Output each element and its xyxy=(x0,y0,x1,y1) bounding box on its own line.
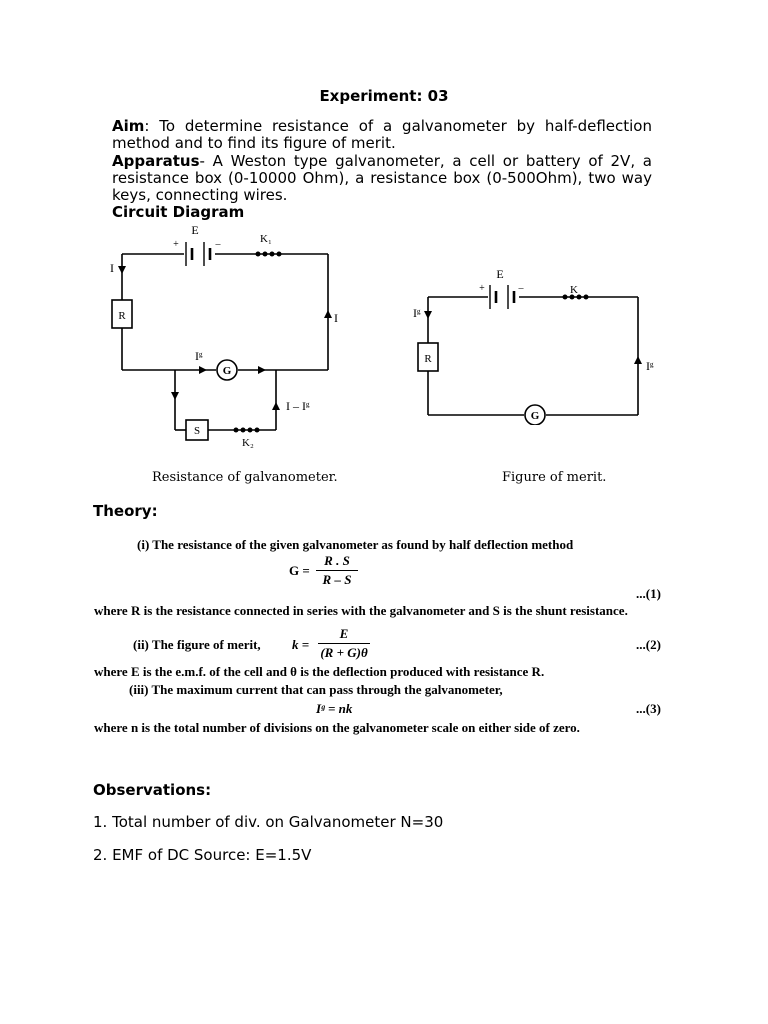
i-minus-ig-label: I – Iᵍ xyxy=(286,399,310,413)
equation-3-number: ...(3) xyxy=(636,701,661,716)
resistor-r-label: R xyxy=(118,310,126,322)
cell-label: E xyxy=(191,223,199,237)
observation-item: 2. EMF of DC Source: E=1.5V xyxy=(93,846,312,864)
figure-of-merit-diagram xyxy=(405,265,670,425)
galvanometer-label: G xyxy=(530,410,540,422)
aim-paragraph xyxy=(112,118,652,152)
key-k-label: K xyxy=(570,284,578,296)
equation-1-denominator: R – S xyxy=(322,572,352,587)
theory-item-1-note: where R is the resistance connected in series with the galvanometer and S is the shunt resistance. xyxy=(94,603,628,618)
theory-item-1: (i) The resistance of the given galvanometer as found by half deflection method xyxy=(137,537,574,552)
battery-icon xyxy=(490,285,514,309)
observations-heading: Observations: xyxy=(93,781,212,799)
key-k2-label: K₂ xyxy=(242,437,254,449)
diagram2-caption: Figure of merit. xyxy=(502,470,607,485)
current-arrow-icon xyxy=(118,266,126,274)
equation-2-denominator: (R + G)θ xyxy=(320,645,368,660)
equation-1-number: ...(1) xyxy=(636,586,661,601)
plus-label: + xyxy=(173,239,179,250)
key-k1-label: K₁ xyxy=(260,233,272,245)
return-current-label: I xyxy=(334,311,338,325)
resistance-circuit-diagram xyxy=(100,220,350,450)
shunt-up-arrow-icon xyxy=(272,402,280,410)
equation-1-numerator: R . S xyxy=(324,553,350,568)
battery-icon xyxy=(186,242,210,266)
theory-item-2: (ii) The figure of merit, xyxy=(133,637,261,652)
ig-down-arrow-icon xyxy=(424,311,432,319)
ig-up-arrow-icon xyxy=(634,356,642,364)
shunt-s-label: S xyxy=(193,425,201,437)
equation-1-lhs: G = xyxy=(289,563,310,578)
minus-label: – xyxy=(518,283,524,294)
minus-label: – xyxy=(215,239,221,250)
apparatus-paragraph xyxy=(112,153,652,204)
galvanometer-out-arrow-icon xyxy=(258,366,266,374)
page-title: Experiment: 03 xyxy=(319,87,449,105)
theory-item-2-note: where E is the e.m.f. of the cell and θ is the deflection produced with resistance R. xyxy=(94,664,545,679)
ig-left-label: Iᵍ xyxy=(413,306,421,320)
equation-3: Iᵍ = nk xyxy=(316,701,353,716)
theory-item-3-note: where n is the total number of divisions on the galvanometer scale on either side of zero. xyxy=(94,720,580,735)
resistor-r-label: R xyxy=(424,353,432,365)
aim-text: : To determine resistance of a galvanometer by half-deflection method and to find its figure of merit. xyxy=(112,117,652,152)
diagram1-caption: Resistance of galvanometer. xyxy=(152,470,338,485)
equation-2-lhs: k = xyxy=(292,637,310,652)
equation-1-fraction-bar xyxy=(316,570,358,571)
cell-label: E xyxy=(496,267,504,281)
ig-arrow-icon xyxy=(199,366,207,374)
plus-label: + xyxy=(479,283,485,294)
galvanometer-label: G xyxy=(222,365,232,377)
equation-2-numerator: E xyxy=(339,626,349,641)
apparatus-text: - A Weston type galvanometer, a cell or battery of 2V, a resistance box (0-10000 Ohm), a resistance box (0-500Ohm), two way keys, connecting wires. xyxy=(112,152,652,204)
theory-item-3: (iii) The maximum current that can pass through the galvanometer, xyxy=(129,682,503,697)
circuit-diagram-heading: Circuit Diagram xyxy=(112,203,245,221)
equation-2-fraction-bar xyxy=(318,643,370,644)
aim-label: Aim xyxy=(112,117,145,135)
observation-item: 1. Total number of div. on Galvanometer N=30 xyxy=(93,813,444,831)
theory-heading: Theory: xyxy=(93,502,158,520)
shunt-down-arrow-icon xyxy=(171,392,179,400)
apparatus-label: Apparatus xyxy=(112,152,200,170)
return-current-arrow-icon xyxy=(324,310,332,318)
ig-right-label: Iᵍ xyxy=(646,359,654,373)
equation-2-number: ...(2) xyxy=(636,637,661,652)
current-label: I xyxy=(110,261,114,275)
ig-label: Iᵍ xyxy=(195,349,203,363)
